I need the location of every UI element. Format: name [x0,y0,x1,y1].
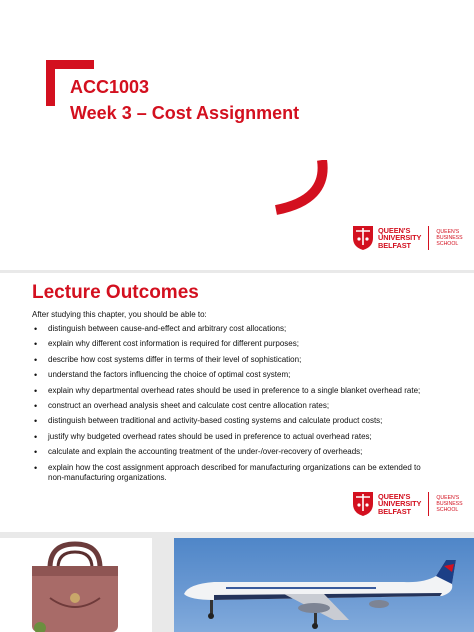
outcomes-heading: Lecture Outcomes [32,282,199,303]
logo-line-1: QUEEN'S [378,491,411,501]
university-name [378,493,421,515]
logo-line-2: UNIVERSITY [378,233,422,243]
logo-line-2: UNIVERSITY [378,499,422,509]
school-line-1: QUEEN'S [436,494,460,501]
list-item: • explain how the cost assignment approach described for manufacturing organizations can be extended to non-manufacturing organizations. [32,463,432,484]
list-item: • calculate and explain the accounting treatment of the under-/over-recovery of overheads; [32,447,432,458]
school-line-2: BUSINESS [436,500,463,507]
logo-divider [428,492,429,516]
outcomes-intro: After studying this chapter, you should be able to: [32,310,207,319]
handbag-illustration [0,538,152,632]
outcomes-list [32,324,432,489]
school-line-2: BUSINESS [436,234,463,241]
university-name [378,227,421,249]
handbag-photo [0,538,152,632]
slide-title: Week 3 – Cost Assignment [70,103,300,123]
airplane-photo [174,538,474,632]
course-code: ACC1003 [70,77,150,97]
school-line-3: SCHOOL [436,507,459,514]
list-item: • explain why different cost information is required for different purposes; [32,339,432,350]
business-school-name [436,229,462,248]
airplane-illustration [174,538,474,632]
crest-icon [352,491,374,517]
school-line-3: SCHOOL [436,241,459,248]
logo-line-1: QUEEN'S [378,225,411,235]
qub-logo [352,225,463,251]
title-slide [0,0,474,270]
list-item: • construct an overhead analysis sheet and calculate cost centre allocation rates; [32,401,432,412]
corner-arc-bottom-right [270,160,330,218]
logo-line-3: BELFAST [378,240,411,250]
school-line-1: QUEEN'S [436,228,460,235]
business-school-name [436,495,462,514]
list-item: • understand the factors influencing the choice of optimal cost system; [32,370,432,381]
outcomes-slide [0,273,474,532]
list-item: • distinguish between traditional and activity-based costing systems and calculate product costs; [32,416,432,427]
logo-divider [428,226,429,250]
logo-line-3: BELFAST [378,506,411,516]
list-item: • explain why departmental overhead rates should be used in preference to a single blanket overhead rate; [32,386,432,397]
list-item: • distinguish between cause-and-effect and arbitrary cost allocations; [32,324,432,335]
crest-icon [352,225,374,251]
list-item: • describe how cost systems differ in terms of their level of sophistication; [32,355,432,366]
list-item: • justify why budgeted overhead rates should be used in preference to actual overhead rates; [32,432,432,443]
qub-logo [352,491,463,517]
